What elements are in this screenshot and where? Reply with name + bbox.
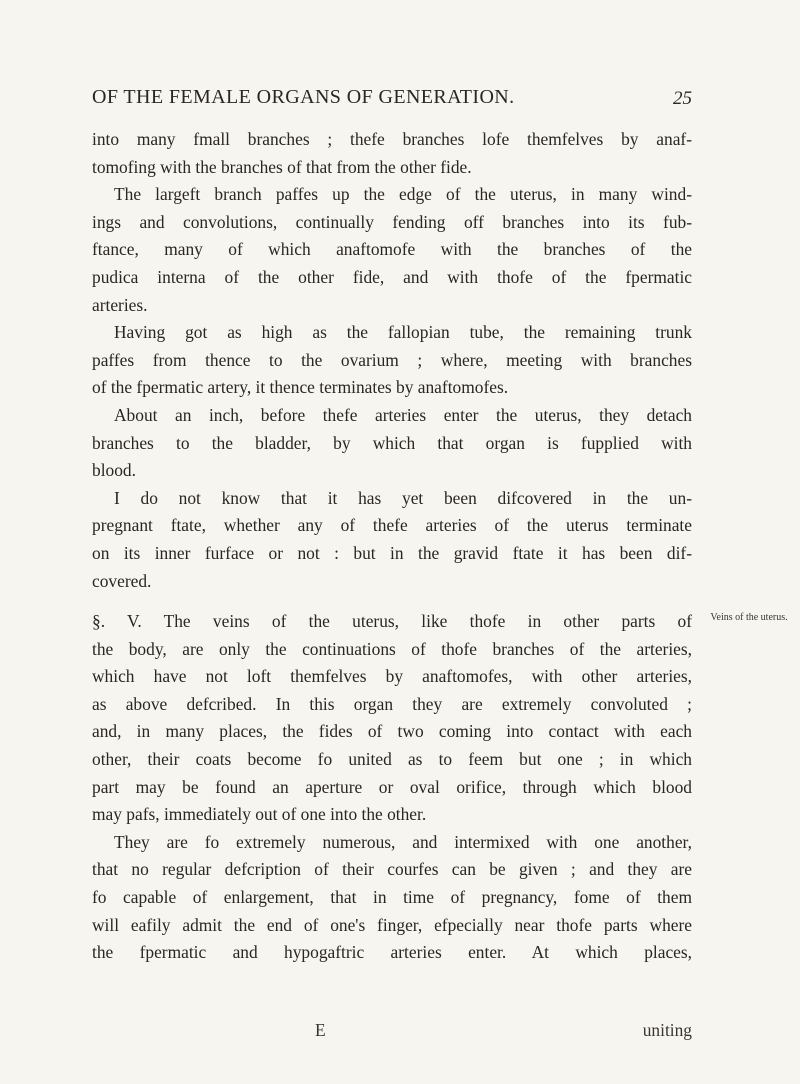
text-line: will eafily admit the end of one's finger, efpecially near thofe parts where bbox=[92, 914, 692, 935]
page-footer bbox=[92, 1020, 692, 1046]
text-line: Having got as high as the fallopian tube, the remaining trunk bbox=[114, 322, 692, 343]
text-line: §. V. The veins of the uterus, like thofe in other parts of bbox=[92, 611, 692, 632]
margin-note: Veins of the uterus. bbox=[710, 612, 788, 623]
text-line: as above defcribed. In this organ they are extremely convoluted ; bbox=[92, 693, 692, 714]
catchword: uniting bbox=[642, 1020, 692, 1040]
text-line: blood. bbox=[92, 460, 136, 481]
text-line: other, their coats become fo united as to feem but one ; in which bbox=[92, 749, 692, 770]
text-line: part may be found an aperture or oval orifice, through which blood bbox=[92, 776, 692, 797]
signature-mark: E bbox=[315, 1020, 326, 1040]
text-line: About an inch, before thefe arteries enter the uterus, they detach bbox=[114, 404, 692, 425]
text-line: ings and convolutions, continually fending off branches into its fub- bbox=[92, 211, 692, 232]
text-line: into many fmall branches ; thefe branches lofe themfelves by anaf- bbox=[92, 129, 692, 149]
text-line: may pafs, immediately out of one into the other. bbox=[92, 804, 427, 825]
text-line: covered. bbox=[92, 570, 152, 591]
text-line: pudica interna of the other fide, and with thofe of the fpermatic bbox=[92, 266, 692, 287]
text-line: which have not loft themfelves by anaftomofes, with other arteries, bbox=[92, 666, 692, 687]
page-number: 25 bbox=[673, 88, 692, 109]
text-line: on its inner furface or not : but in the gravid ftate it has been dif- bbox=[92, 542, 692, 563]
text-line: the body, are only the continuations of thofe branches of the arteries, bbox=[92, 638, 692, 659]
text-line: pregnant ftate, whether any of thefe arteries of the uterus terminate bbox=[92, 515, 692, 536]
text-line: the fpermatic and hypogaftric arteries enter. At which places, bbox=[92, 942, 692, 963]
section-gap bbox=[92, 595, 692, 608]
text-line: that no regular defcription of their courfes can be given ; and they are bbox=[92, 859, 692, 880]
body-text bbox=[92, 126, 692, 967]
text-line: The largeft branch paffes up the edge of the uterus, in many wind- bbox=[114, 184, 692, 205]
text-line: tomofing with the branches of that from the other fide. bbox=[92, 156, 472, 177]
page-header bbox=[92, 86, 692, 114]
text-line: paffes from thence to the ovarium ; where, meeting with branches bbox=[92, 349, 692, 370]
text-line: They are fo extremely numerous, and intermixed with one another, bbox=[114, 831, 692, 852]
text-line: arteries. bbox=[92, 294, 148, 315]
text-line: branches to the bladder, by which that organ is fupplied with bbox=[92, 432, 692, 453]
text-line: and, in many places, the fides of two coming into contact with each bbox=[92, 721, 692, 742]
text-line: fo capable of enlargement, that in time of pregnancy, fome of them bbox=[92, 887, 692, 908]
text-line: ftance, many of which anaftomofe with the branches of the bbox=[92, 239, 692, 260]
running-head: OF THE FEMALE ORGANS OF GENERATION. bbox=[92, 86, 515, 108]
text-line: I do not know that it has yet been difcovered in the un- bbox=[114, 487, 692, 508]
text-line: of the fpermatic artery, it thence terminates by anaftomofes. bbox=[92, 377, 509, 398]
